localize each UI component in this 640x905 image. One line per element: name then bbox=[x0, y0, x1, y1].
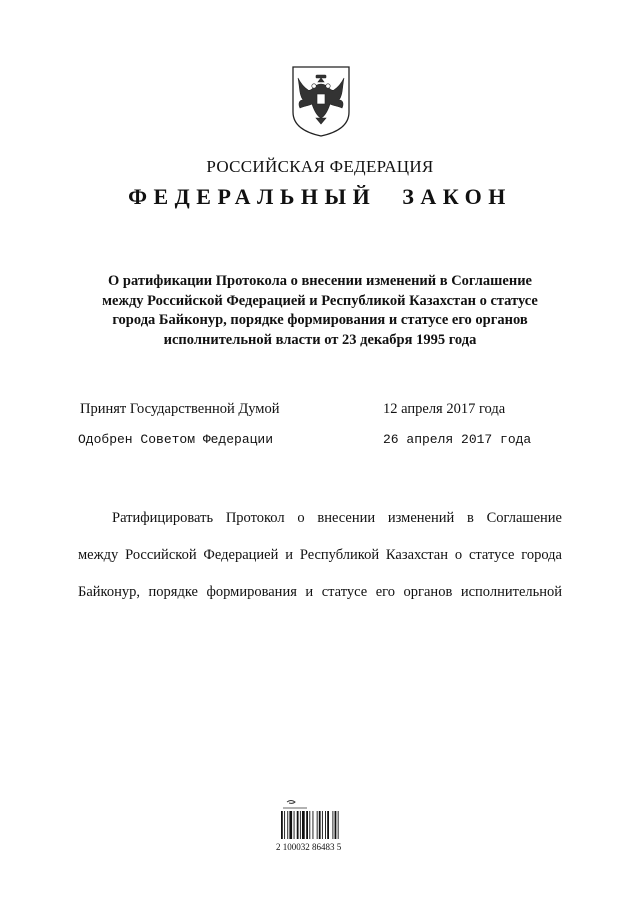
duma-adoption-label: Принят Государственной Думой bbox=[80, 401, 280, 417]
document-type-title: ФЕДЕРАЛЬНЫЙ ЗАКОН bbox=[128, 184, 512, 209]
coat-of-arms-emblem bbox=[290, 64, 352, 138]
law-body bbox=[78, 500, 562, 611]
council-approval-date: 26 апреля 2017 года bbox=[383, 432, 532, 447]
country-name: РОССИЙСКАЯ ФЕДЕРАЦИЯ bbox=[206, 157, 434, 176]
body-line: Ратифицировать Протокол о внесении изменений в Соглашение bbox=[112, 510, 562, 526]
subject-line: исполнительной власти от 23 декабря 1995 года bbox=[163, 331, 477, 348]
council-approval-label: Одобрен Советом Федерации bbox=[78, 432, 274, 447]
barcode-number: 2 100032 86483 5 bbox=[276, 842, 342, 852]
law-subject bbox=[78, 272, 562, 350]
subject-line: города Байконур, порядке формирования и статусе его органов bbox=[112, 312, 528, 328]
subject-line: О ратификации Протокола о внесении изменений в Соглашение bbox=[107, 273, 532, 289]
duma-adoption-date: 12 апреля 2017 года bbox=[383, 401, 506, 417]
body-line: Байконур, порядке формирования и статусе его органов исполнительной bbox=[78, 584, 562, 600]
subject-line: между Российской Федерацией и Республикой Казахстан о статусе bbox=[102, 292, 538, 309]
body-line: между Российской Федерацией и Республикой Казахстан о статусе города bbox=[78, 547, 562, 563]
